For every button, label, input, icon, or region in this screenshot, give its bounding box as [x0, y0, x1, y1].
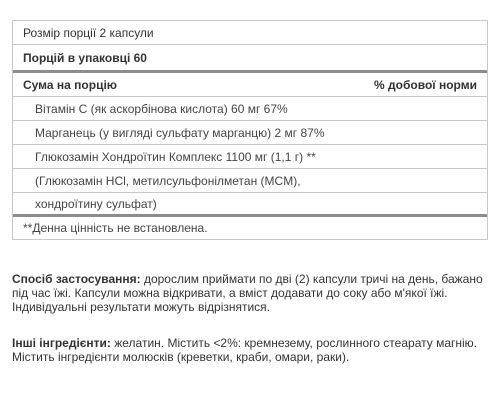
footnote-row [13, 217, 487, 239]
supplement-facts-table [12, 20, 488, 240]
ingredients-label: Інші інгредієнти: [12, 336, 111, 350]
glucosamine-item: Глюкозамін Хондроїтин Комплекс 1100 мг (1,1 г) ** [35, 149, 316, 164]
glucosamine-details-line-2: хондроїтину сульфат) [35, 196, 157, 211]
table-row [13, 193, 487, 217]
table-row [13, 121, 487, 145]
glucosamine-details-line-1: (Глюкозамін HCl, метилсульфонілметан (MCM), [35, 173, 301, 188]
daily-value-footnote: **Денна цінність не встановлена. [23, 221, 208, 235]
servings-per-container: Порцій в упаковці 60 [23, 50, 147, 65]
servings-per-container-row [13, 45, 487, 73]
serving-size-row [13, 21, 487, 45]
table-row [13, 145, 487, 169]
manganese-item: Марганець (у вигляді сульфату марганцю) 2 мг 87% [35, 125, 325, 140]
usage-text: дорослим приймати по дві (2) капсули тричі на день, бажано під час їжі. Капсули можна відкривати, а вміст додавати до соку або м'якої їжі. Індивідуальні результати можуть відрізнятися. [12, 272, 483, 314]
table-row [13, 97, 487, 121]
amount-per-serving-header: Сума на порцію [23, 77, 118, 92]
table-header-row [13, 73, 487, 97]
vitamin-c-item: Вітамін С (як аскорбінова кислота) 60 мг 67% [35, 101, 288, 116]
ingredients-paragraph [12, 336, 488, 364]
usage-paragraph [12, 272, 488, 314]
daily-value-header: % добової норми [374, 77, 477, 92]
usage-label: Спосіб застосування: [12, 272, 141, 286]
serving-size: Розмір порції 2 капсули [23, 25, 154, 40]
ingredients-text: желатин. Містить <2%: кремнезему, рослинного стеарату магнію. Містить інгредієнти молюсків (креветки, краби, омари, раки). [12, 336, 477, 364]
table-row [13, 169, 487, 193]
